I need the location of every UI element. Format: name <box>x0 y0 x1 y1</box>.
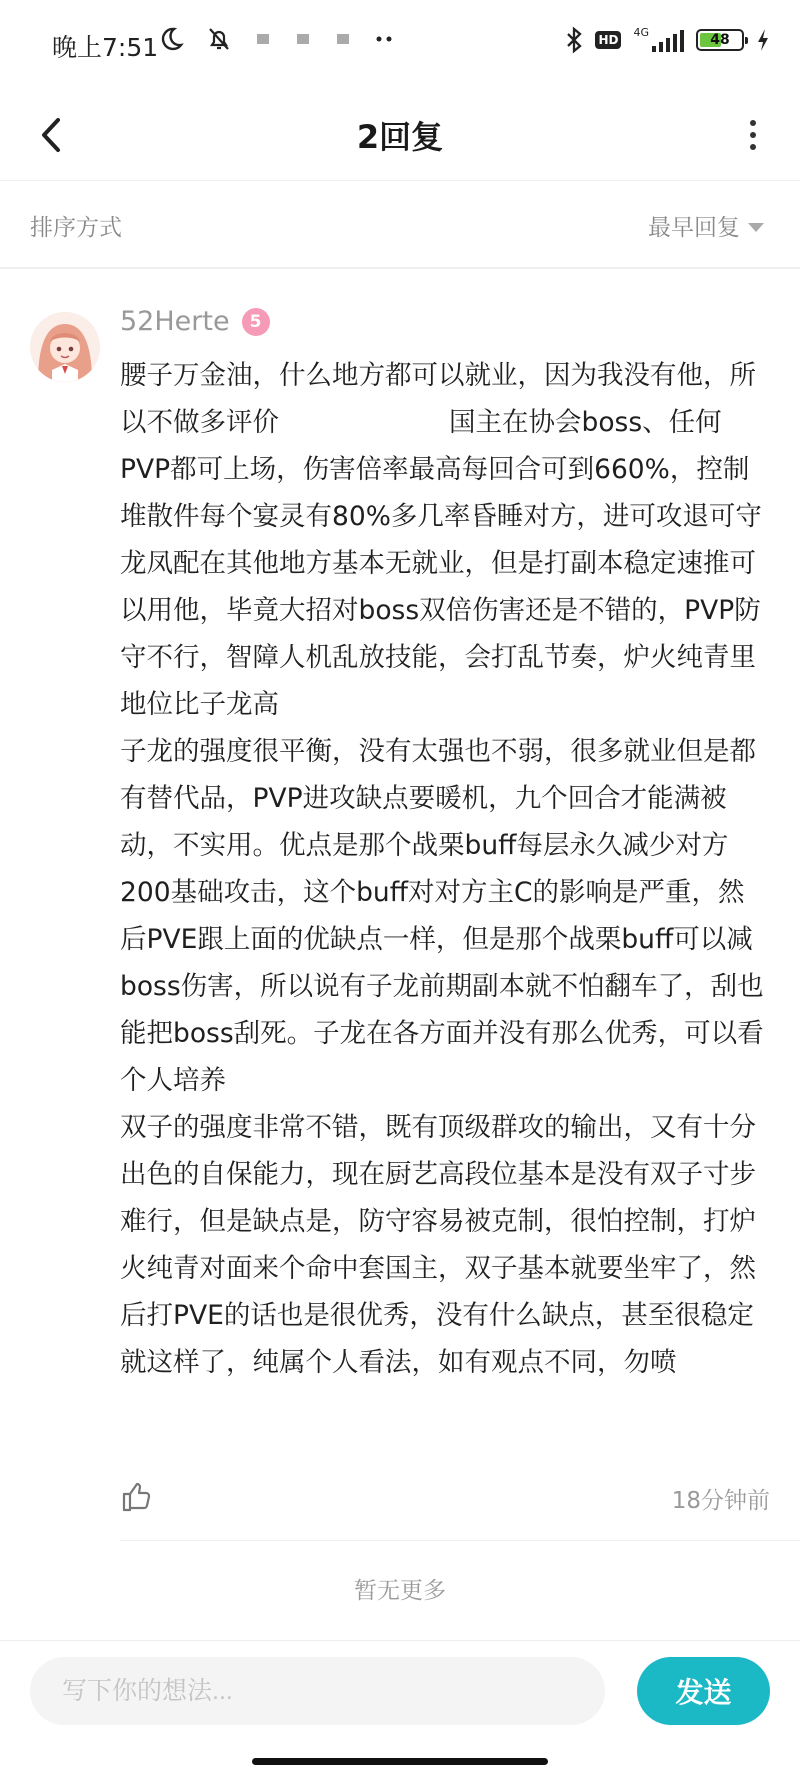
app-notification-icon <box>254 30 272 48</box>
sort-dropdown[interactable] <box>648 209 764 242</box>
caret-down-icon <box>748 223 764 232</box>
moon-icon <box>158 26 184 52</box>
comment-paragraph: 就这样了，纯属个人看法，如有观点不同，勿喷 <box>120 1347 677 1378</box>
comment-paragraph-text: 腰子万金油，什么地方都可以就业，因为我没有他，所以不做多评价 <box>120 360 756 438</box>
username[interactable]: 52Herte <box>120 306 230 337</box>
top-nav-bar <box>0 90 800 181</box>
avatar-image <box>30 312 100 382</box>
hd-badge: HD <box>595 31 621 49</box>
signal-icon <box>633 28 684 52</box>
more-dot <box>750 120 756 126</box>
network-type: 4G <box>633 26 649 39</box>
comment-paragraph-text: 国主在协会boss、任何PVP都可上场，伤害倍率最高每回合可到660%，控制堆散件每个宴灵有80%多几率昏睡对方，进可攻退可守 <box>120 407 762 532</box>
comment-paragraph: 双子的强度非常不错，既有顶级群攻的输出，又有十分出色的自保能力，现在厨艺高段位基本是没有双子寸步难行，但是缺点是，防守容易被克制，很怕控制，打炉火纯青对面来个命中套国主，双子基本就要坐牢了，然后打PVE的话也是很优秀，没有什么缺点，甚至很稳定 <box>120 1112 756 1331</box>
charging-icon <box>756 28 770 52</box>
battery-level: 48 <box>710 32 730 48</box>
reply-bar <box>0 1641 800 1751</box>
comment-header <box>120 306 270 337</box>
page-title: 2回复 <box>356 118 444 156</box>
app-notification-icon <box>334 30 352 48</box>
sort-bar <box>0 181 800 269</box>
comment-actions <box>120 1480 770 1522</box>
more-dot <box>750 132 756 138</box>
status-bar <box>0 0 800 90</box>
comment-paragraph: 龙凤配在其他地方基本无就业，但是打副本稳定速推可以用他，毕竟大招对boss双倍伤害还是不错的，PVP防守不行，智障人机乱放技能，会打乱节奏，炉火纯青里地位比子龙高 <box>120 548 761 720</box>
status-right-icons <box>565 26 770 54</box>
divider <box>120 1540 800 1541</box>
comment-paragraph: 子龙的强度很平衡，没有太强也不弱，很多就业但是都有替代品，PVP进攻缺点要暖机，九个回合才能满被动，不实用。优点是那个战栗buff每层永久减少对方200基础攻击，这个buff对对方主C的影响是严重，然后PVE跟上面的优缺点一样，但是那个战栗buff可以减boss伤害，所以说有子龙前期副本就不怕翻车了，刮也能把boss刮死。子龙在各方面并没有那么优秀，可以看个人培养 <box>120 736 764 1096</box>
home-indicator[interactable] <box>252 1758 548 1765</box>
comment-paragraph <box>120 352 770 540</box>
more-notifications-icon <box>374 34 394 44</box>
comment-time: 18分钟前 <box>671 1488 770 1514</box>
sort-selected-value: 最早回复 <box>648 215 740 241</box>
no-more-text: 暂无更多 <box>354 1578 446 1604</box>
more-dot <box>750 144 756 150</box>
battery-icon <box>696 29 744 51</box>
app-notification-icon <box>294 30 312 48</box>
bell-off-icon <box>206 26 232 52</box>
comment-text <box>120 352 770 1386</box>
level-badge: 5 <box>242 308 270 336</box>
sort-label: 排序方式 <box>30 215 122 241</box>
reply-input[interactable] <box>30 1657 605 1725</box>
like-button[interactable] <box>120 1480 154 1514</box>
status-time: 晚上7:51 <box>52 33 159 62</box>
bluetooth-icon <box>565 26 583 54</box>
thumbs-up-icon <box>120 1480 154 1514</box>
avatar[interactable] <box>30 312 100 382</box>
more-menu-button[interactable] <box>728 110 778 160</box>
send-button[interactable]: 发送 <box>637 1657 770 1725</box>
status-left-icons <box>158 26 394 52</box>
